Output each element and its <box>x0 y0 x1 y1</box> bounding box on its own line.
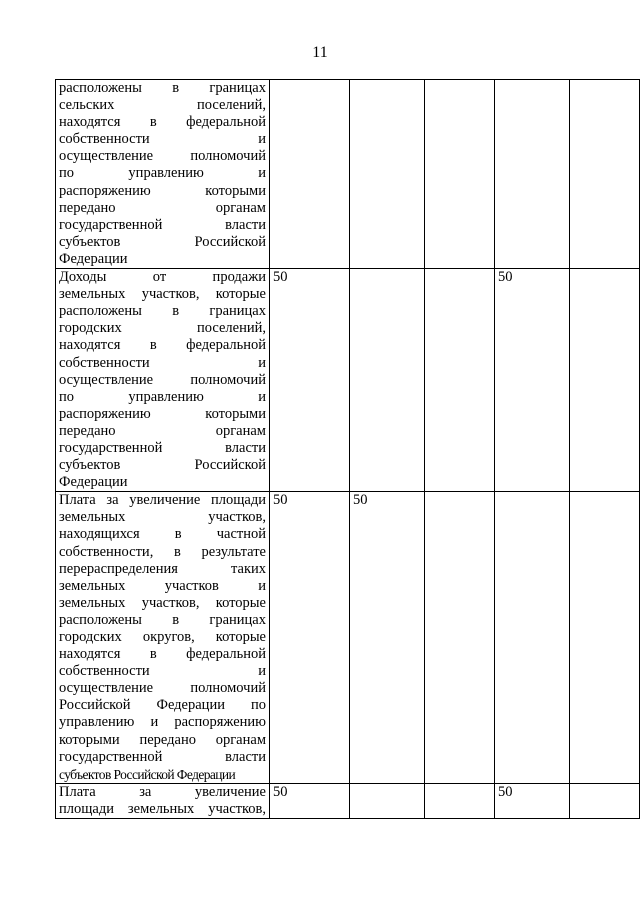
description-line: находящихся в частной <box>59 526 266 543</box>
description-line: городских округов, которые <box>59 629 266 645</box>
value-cell <box>495 80 570 269</box>
description-line: субъектов Российской <box>59 457 266 474</box>
value-cell <box>425 269 495 492</box>
description-line: распоряжению которыми <box>59 182 266 199</box>
description-line: Доходы от продажи <box>59 269 266 286</box>
value-cell: 50 <box>270 492 350 784</box>
description-last-line: Федерации <box>59 250 128 267</box>
description-line: Плата за увеличение <box>59 783 266 800</box>
description-line: передано органам <box>59 422 266 439</box>
description-line: расположены в границах <box>59 303 266 320</box>
description-line: земельных участков, которые <box>59 286 266 303</box>
description-line: расположены в границах <box>59 80 266 96</box>
description-line: сельских поселений, <box>59 97 266 114</box>
description-line: Плата за увеличение площади <box>59 492 266 509</box>
description-last-line: субъектов Российской Федерации <box>59 766 236 782</box>
description-line: осуществление полномочий <box>59 680 266 697</box>
description-line: передано органам <box>59 199 266 216</box>
description-line: осуществление полномочий <box>59 148 266 165</box>
table-row <box>56 492 640 784</box>
description-line: которыми передано органам <box>59 731 266 748</box>
table-row <box>56 783 640 818</box>
revenue-description-cell <box>56 269 270 492</box>
value-cell <box>350 783 425 818</box>
value-cell <box>570 783 640 818</box>
description-line: государственной власти <box>59 216 266 233</box>
description-line: земельных участков, которые <box>59 594 266 611</box>
description-line: субъектов Российской <box>59 233 266 250</box>
description-line: городских поселений, <box>59 320 266 337</box>
description-line: государственной власти <box>59 748 266 765</box>
value-cell: 50 <box>495 783 570 818</box>
value-cell <box>570 269 640 492</box>
value-cell <box>570 80 640 269</box>
description-line: находятся в федеральной <box>59 114 266 131</box>
description-line: находятся в федеральной <box>59 337 266 354</box>
description-line: государственной власти <box>59 439 266 456</box>
revenue-table <box>55 79 640 819</box>
description-line: собственности и <box>59 663 266 680</box>
description-line: площади земельных участков, <box>59 800 266 817</box>
description-line: земельных участков и <box>59 577 266 594</box>
revenue-description-cell <box>56 783 270 818</box>
description-line: собственности и <box>59 354 266 371</box>
value-cell <box>425 783 495 818</box>
value-cell: 50 <box>495 269 570 492</box>
value-cell <box>425 80 495 269</box>
page-number: 11 <box>312 44 328 61</box>
value-cell <box>425 492 495 784</box>
description-line: распоряжению которыми <box>59 405 266 422</box>
description-line: Российской Федерации по <box>59 697 266 714</box>
description-line: собственности и <box>59 131 266 148</box>
value-cell <box>570 492 640 784</box>
value-cell <box>350 80 425 269</box>
value-cell: 50 <box>350 492 425 784</box>
table-row <box>56 269 640 492</box>
description-line: управлению и распоряжению <box>59 714 266 731</box>
value-cell <box>495 492 570 784</box>
description-line: земельных участков, <box>59 509 266 526</box>
table-row <box>56 80 640 269</box>
revenue-description-cell <box>56 492 270 784</box>
value-cell <box>270 80 350 269</box>
value-cell: 50 <box>270 783 350 818</box>
description-line: перераспределения таких <box>59 560 266 577</box>
description-line: по управлению и <box>59 165 266 182</box>
description-line: находятся в федеральной <box>59 646 266 663</box>
description-line: собственности, в результате <box>59 543 266 560</box>
description-last-line: Федерации <box>59 474 128 491</box>
revenue-description-cell <box>56 80 270 269</box>
description-line: по управлению и <box>59 388 266 405</box>
value-cell <box>350 269 425 492</box>
description-line: расположены в границах <box>59 611 266 628</box>
description-line: осуществление полномочий <box>59 371 266 388</box>
value-cell: 50 <box>270 269 350 492</box>
